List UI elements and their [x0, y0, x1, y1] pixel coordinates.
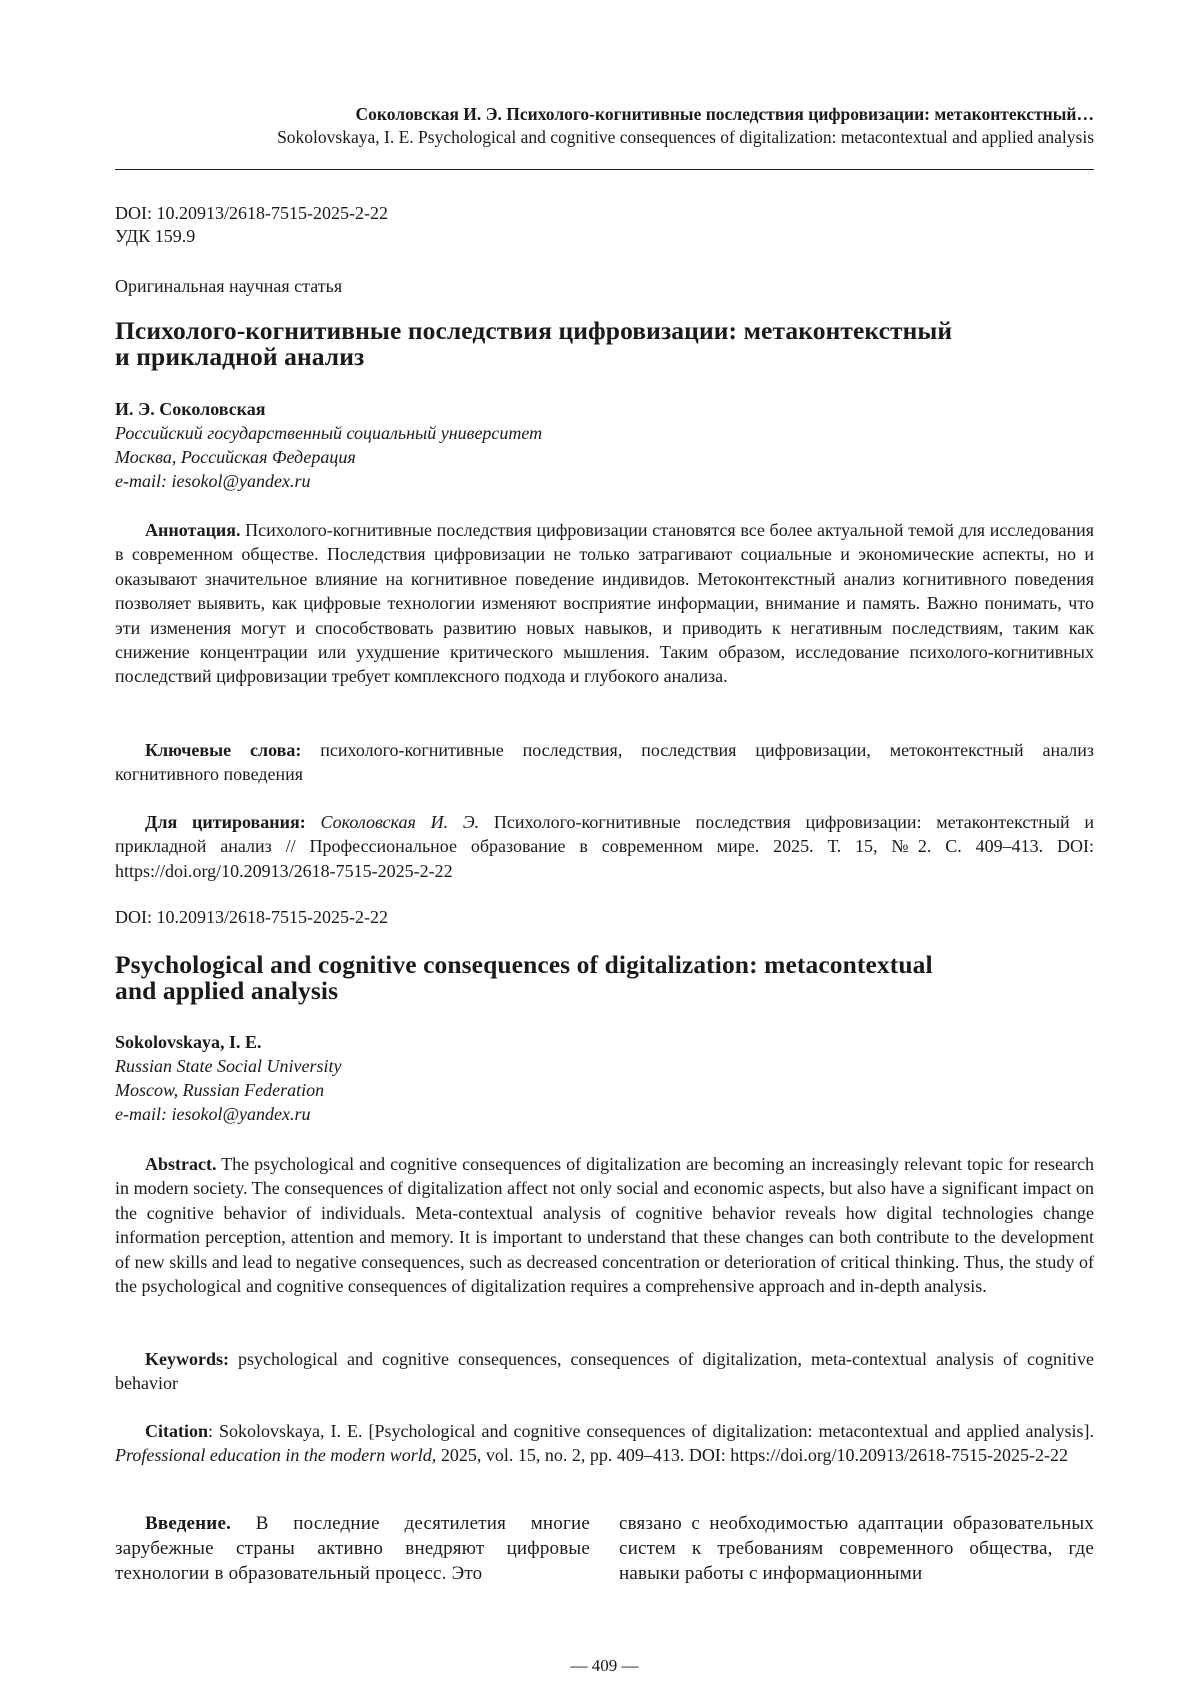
- en-title-line1: Psychological and cognitive consequences of digitalization: metacontextual: [115, 950, 933, 979]
- ru-author-block: [115, 397, 1094, 493]
- en-citation-pre: : Sokolovskaya, I. E. [Psychological and cognitive consequences of digitalization: metacontextual and applied analysis].: [208, 1421, 1094, 1441]
- ru-meta: [115, 202, 1094, 248]
- en-title-line2: and applied analysis: [115, 976, 339, 1005]
- ru-keywords: [115, 738, 1094, 787]
- body-column-left: [115, 1511, 590, 1586]
- ru-keywords-text: психолого-когнитивные последствия, последствия цифровизации, метоконтекстный анализ когнитивного поведения: [115, 740, 1094, 785]
- en-doi: DOI: 10.20913/2618-7515-2025-2-22: [115, 907, 388, 927]
- en-location: Moscow, Russian Federation: [115, 1080, 325, 1100]
- en-author: Sokolovskaya, I. E.: [115, 1032, 262, 1052]
- ru-abstract: [115, 518, 1094, 689]
- ru-location: Москва, Российская Федерация: [115, 447, 356, 467]
- intro-text-right: связано с необходимостью адаптации образовательных систем к требованиям современного общества, где навыки работы с информационными: [619, 1513, 1094, 1584]
- en-citation-label: Citation: [145, 1421, 208, 1441]
- en-citation-journal: Professional education in the modern world,: [115, 1445, 437, 1466]
- ru-doi: DOI: 10.20913/2618-7515-2025-2-22: [115, 203, 388, 223]
- body-column-right: [619, 1511, 1094, 1586]
- intro-text-left: В последние десятилетия многие зарубежные страны активно внедряют цифровые технологии в образовательный процесс. Это: [115, 1513, 590, 1584]
- running-head: [277, 103, 1094, 149]
- ru-abstract-text: Психолого-когнитивные последствия цифровизации становятся все более актуальной темой для исследования в современном обществе. Последствия цифровизации не только затрагивают социальные и экономические аспекты, но и оказывают значительное влияние на когнитивное поведение индивидов. Метоконтекстный анализ когнитивного поведения позволяет выявить, как цифровые технологии изменяют восприятие информации, внимание и память. Важно понимать, что эти изменения могут и способствовать развитию новых навыков, и приводить к негативным последствиям, таким как снижение концентрации или ухудшение критического мышления. Таким образом, исследование психолого-когнитивных последствий цифровизации требует комплексного подхода и глубокого анализа.: [115, 520, 1094, 687]
- ru-abstract-label: Аннотация.: [145, 520, 241, 540]
- ru-author: И. Э. Соколовская: [115, 399, 266, 419]
- article-type: Оригинальная научная статья: [115, 276, 343, 296]
- en-keywords: [115, 1347, 1094, 1396]
- en-abstract-text: The psychological and cognitive consequences of digitalization are becoming an increasingly relevant topic for research in modern society. The consequences of digitalization affect not only social and economic aspects, but also have a significant impact on the cognitive behavior of individuals. Meta-contextual analysis of cognitive behavior reveals how digital technologies change information perception, attention and memory. It is important to understand that these changes can both contribute to the development of new skills and lead to negative consequences, such as decreased concentration or deterioration of critical thinking. Thus, the study of the psychological and cognitive consequences of digitalization requires a comprehensive approach and in-depth analysis.: [115, 1154, 1094, 1297]
- ru-affiliation: Российский государственный социальный университет: [115, 423, 543, 443]
- en-abstract: [115, 1152, 1094, 1298]
- intro-label: Введение.: [145, 1513, 232, 1534]
- ru-udk: УДК 159.9: [115, 226, 196, 246]
- ru-keywords-label: Ключевые слова:: [145, 740, 302, 760]
- en-keywords-label: Keywords:: [145, 1349, 229, 1369]
- ru-email: e-mail: iesokol@yandex.ru: [115, 471, 311, 491]
- ru-citation-text: Психолого-когнитивные последствия цифровизации: метаконтекстный и прикладной анализ // Профессиональное образование в современном мире. 2025. Т. 15, №2. С. 409–413. DOI: https://doi.org/10.20913/2618-7515-2025-2-22: [115, 812, 1094, 881]
- en-abstract-label: Abstract.: [145, 1154, 217, 1174]
- en-author-block: [115, 1030, 1094, 1126]
- running-head-ru: Соколовская И. Э. Психолого-когнитивные последствия цифровизации: метаконтекстный…: [355, 104, 1094, 124]
- en-email: e-mail: iesokol@yandex.ru: [115, 1104, 311, 1124]
- ru-citation-author: Соколовская И. Э.: [305, 812, 480, 832]
- ru-title: [115, 318, 1094, 370]
- en-keywords-text: psychological and cognitive consequences, consequences of digitalization, meta-contextual analysis of cognitive behavior: [115, 1349, 1094, 1394]
- page-number: — 409 —: [570, 1656, 639, 1675]
- ru-title-line2: и прикладной анализ: [115, 342, 365, 371]
- en-citation-post: 2025, vol. 15, no. 2, pp. 409–413. DOI: https://doi.org/10.20913/2618-7515-2025-2-22: [436, 1445, 1068, 1466]
- body-columns: [115, 1511, 1094, 1586]
- en-title: [115, 952, 1094, 1004]
- header-rule: [115, 169, 1094, 170]
- en-affiliation: Russian State Social University: [115, 1056, 342, 1076]
- ru-title-line1: Психолого-когнитивные последствия цифровизации: метаконтекстный: [115, 316, 953, 345]
- en-citation: [115, 1419, 1094, 1468]
- running-head-en: Sokolovskaya, I. E. Psychological and cognitive consequences of digitalization: metacontextual and applied analysis: [277, 127, 1094, 147]
- ru-citation-label: Для цитирования:: [145, 812, 306, 832]
- ru-citation: [115, 810, 1094, 883]
